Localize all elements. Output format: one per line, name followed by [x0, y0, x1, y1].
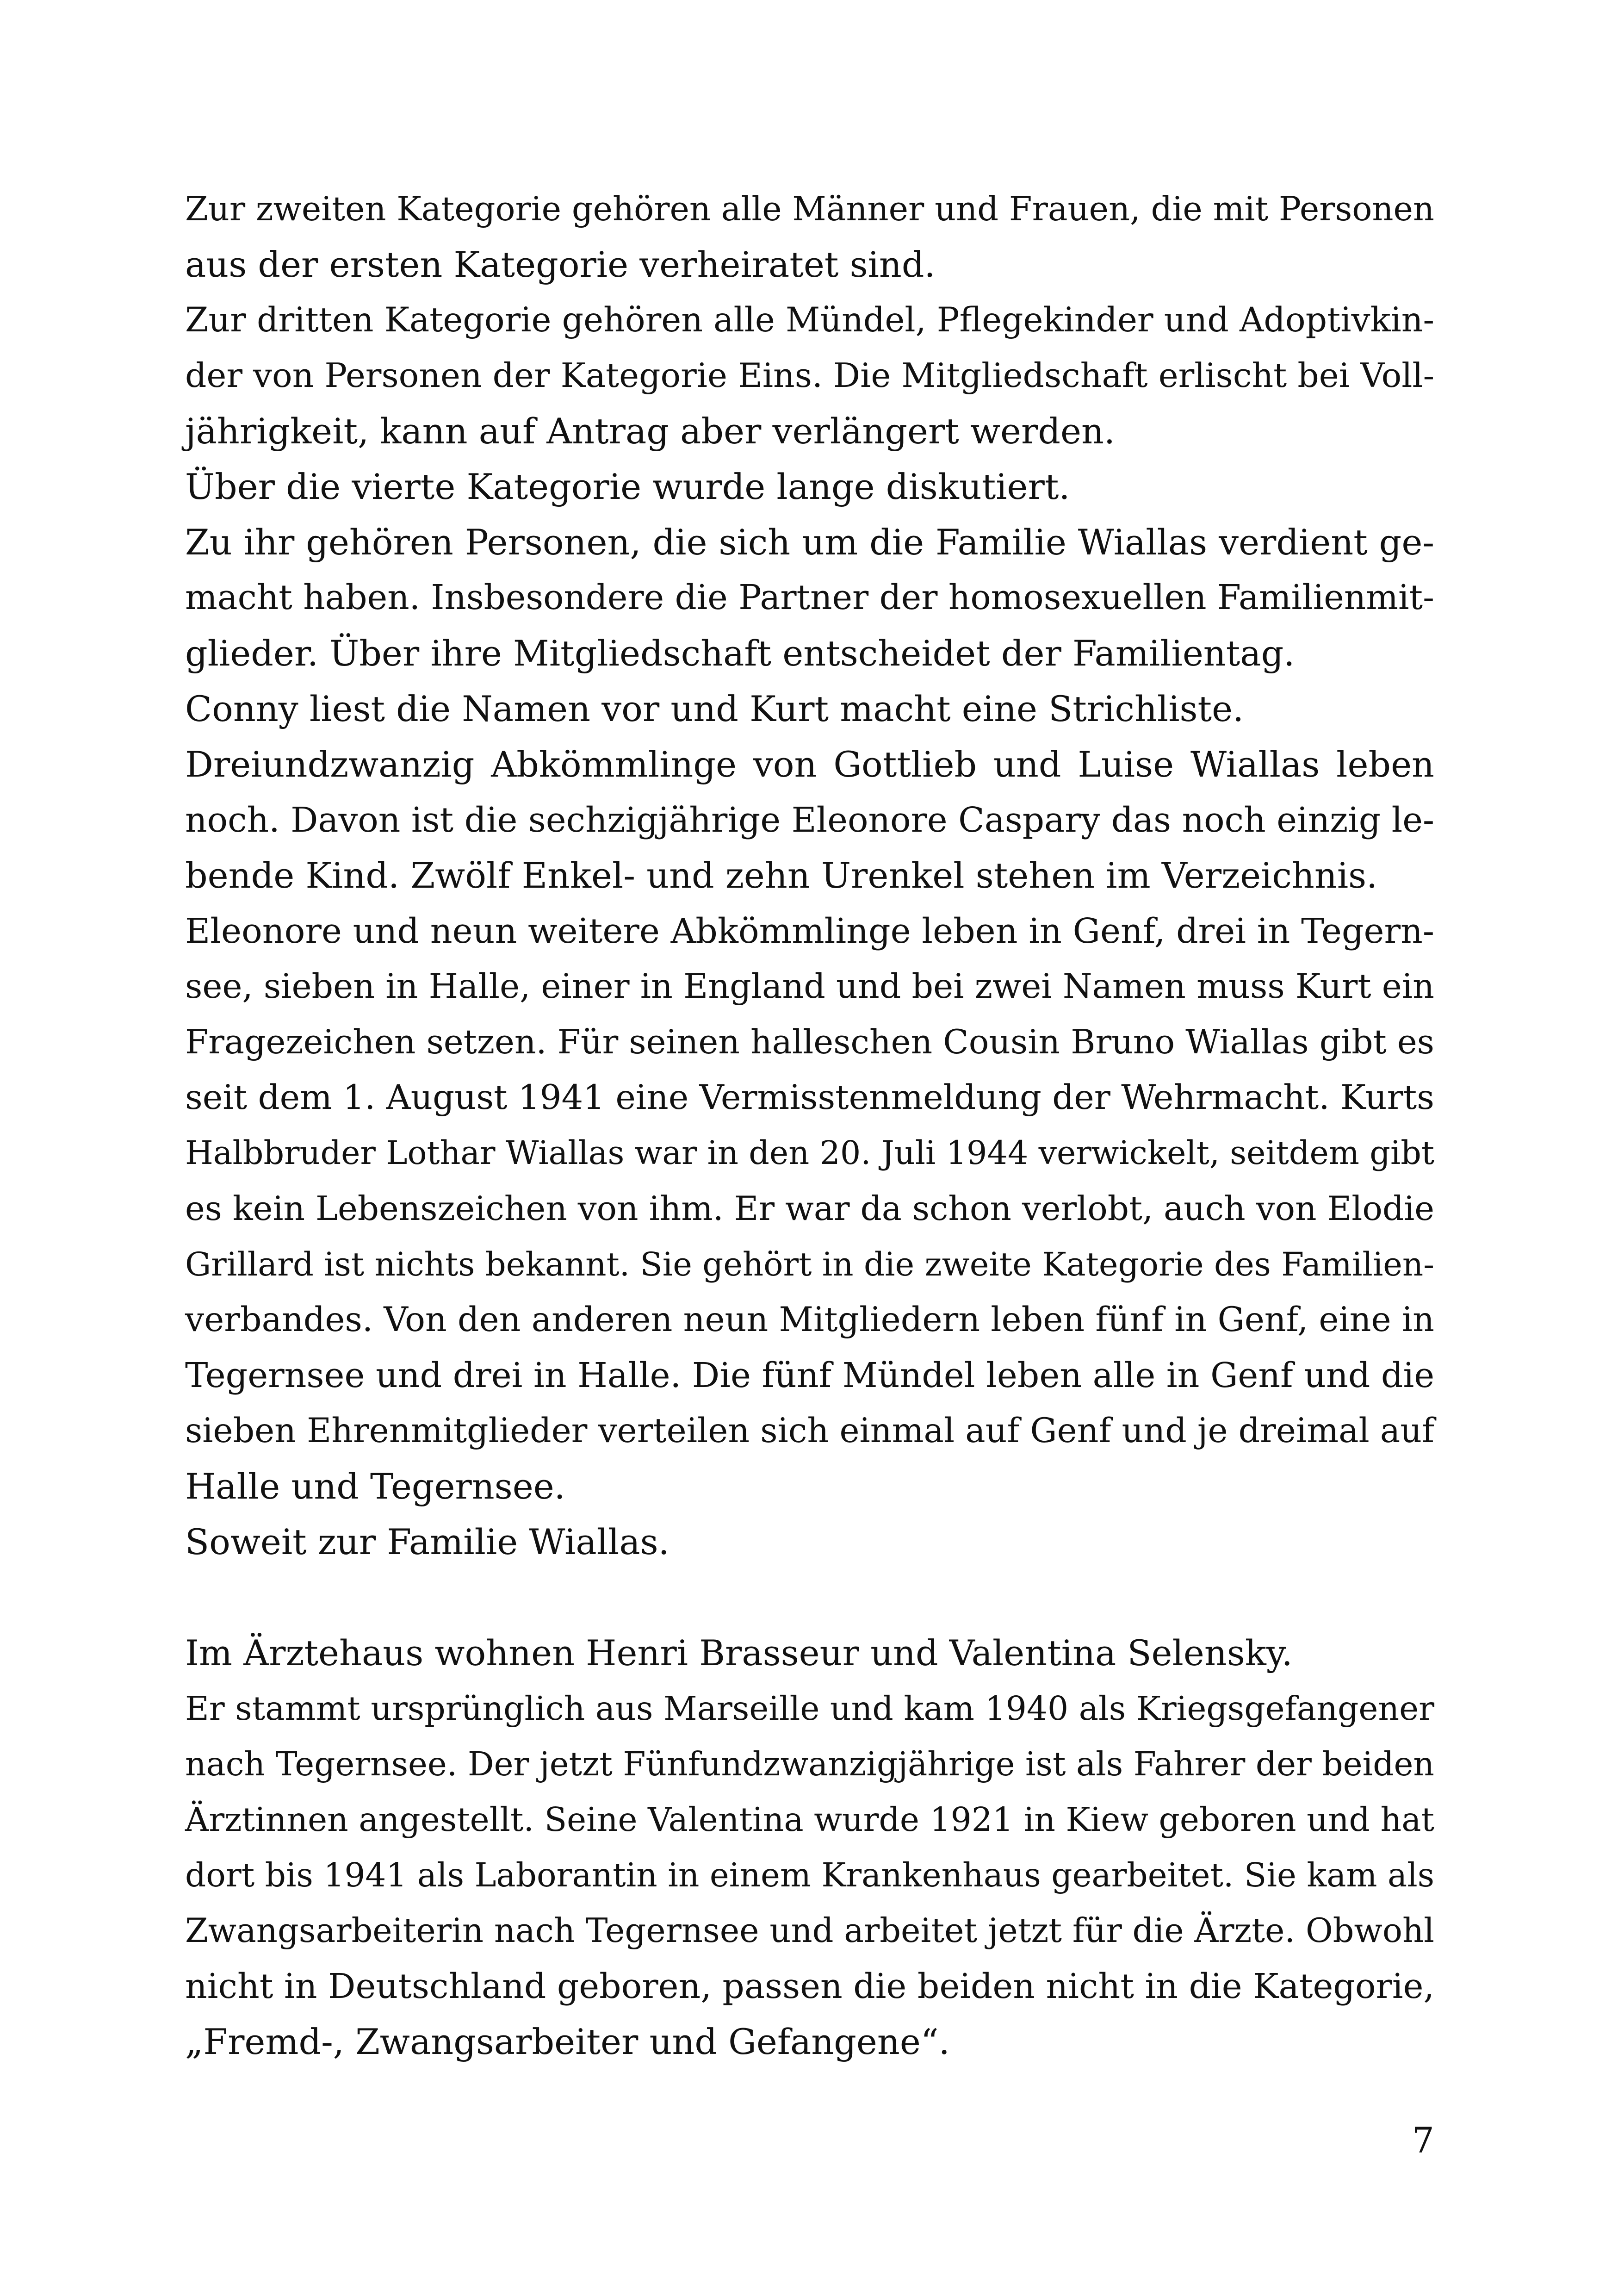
- text-line: Soweit zur Familie Wiallas.: [185, 1521, 670, 1562]
- text-line: nicht in Deutschland geboren, passen die beiden nicht in die Kategorie,: [185, 1966, 1435, 2006]
- page-number: 7: [1412, 2120, 1434, 2161]
- text-line: Dreiundzwanzig Abkömmlinge von Gottlieb und Luise Wiallas leben: [185, 744, 1434, 785]
- text-line: Er stammt ursprünglich aus Marseille und kam 1940 als Kriegsgefangener: [185, 1689, 1434, 1728]
- text-line: verbandes. Von den anderen neun Mitgliedern leben fünf in Genf, eine in: [185, 1300, 1434, 1339]
- text-line: dort bis 1941 als Laborantin in einem Krankenhaus gearbeitet. Sie kam als: [185, 1856, 1435, 1894]
- text-line: bende Kind. Zwölf Enkel- und zehn Urenkel stehen im Verzeichnis.: [185, 855, 1378, 896]
- text-line: Halle und Tegernsee.: [185, 1466, 565, 1507]
- text-line: Grillard ist nichts bekannt. Sie gehört in die zweite Kategorie des Familien-: [185, 1245, 1434, 1283]
- text-line: Zwangsarbeiterin nach Tegernsee und arbeitet jetzt für die Ärzte. Obwohl: [185, 1911, 1434, 1950]
- text-line: Zu ihr gehören Personen, die sich um die Familie Wiallas verdient ge-: [185, 522, 1434, 563]
- text-line: Tegernsee und drei in Halle. Die fünf Mündel leben alle in Genf und die: [185, 1355, 1435, 1395]
- text-line: der von Personen der Kategorie Eins. Die Mitgliedschaft erlischt bei Voll-: [185, 356, 1435, 395]
- text-line: Conny liest die Namen vor und Kurt macht eine Strichliste.: [185, 688, 1244, 729]
- text-line: jährigkeit, kann auf Antrag aber verlängert werden.: [185, 411, 1116, 452]
- text-line: see, sieben in Halle, einer in England und bei zwei Namen muss Kurt ein: [185, 967, 1434, 1006]
- text-line: seit dem 1. August 1941 eine Vermisstenmeldung der Wehrmacht. Kurts: [185, 1078, 1434, 1117]
- text-line: Eleonore und neun weitere Abkömmlinge leben in Genf, drei in Tegern-: [185, 911, 1434, 951]
- text-line: nach Tegernsee. Der jetzt Fünfundzwanzigjährige ist als Fahrer der beiden: [185, 1745, 1434, 1783]
- text-line: Zur zweiten Kategorie gehören alle Männer und Frauen, die mit Personen: [185, 190, 1434, 228]
- text-line: aus der ersten Kategorie verheiratet sind.: [185, 244, 936, 285]
- text-line: sieben Ehrenmitglieder verteilen sich einmal auf Genf und je dreimal auf: [185, 1412, 1434, 1450]
- text-line: „Fremd-, Zwangsarbeiter und Gefangene“.: [185, 2021, 950, 2062]
- text-line: noch. Davon ist die sechzigjährige Eleonore Caspary das noch einzig le-: [185, 800, 1434, 840]
- text-line: es kein Lebenszeichen von ihm. Er war da schon verlobt, auch von Elodie: [185, 1189, 1434, 1228]
- text-line: macht haben. Insbesondere die Partner der homosexuellen Familienmit-: [185, 578, 1434, 617]
- text-line: Fragezeichen setzen. Für seinen halleschen Cousin Bruno Wiallas gibt es: [185, 1023, 1434, 1062]
- text-line: Über die vierte Kategorie wurde lange diskutiert.: [185, 466, 1070, 507]
- text-line: Zur dritten Kategorie gehören alle Mündel, Pflegekinder und Adoptivkin-: [185, 301, 1434, 340]
- text-line: Im Ärztehaus wohnen Henri Brasseur und Valentina Selensky.: [185, 1632, 1293, 1674]
- text-line: Ärztinnen angestellt. Seine Valentina wurde 1921 in Kiew geboren und hat: [185, 1800, 1434, 1839]
- text-line: Halbbruder Lothar Wiallas war in den 20. Juli 1944 verwickelt, seitdem gibt: [185, 1134, 1434, 1172]
- text-line: glieder. Über ihre Mitgliedschaft entscheidet der Familientag.: [185, 633, 1295, 674]
